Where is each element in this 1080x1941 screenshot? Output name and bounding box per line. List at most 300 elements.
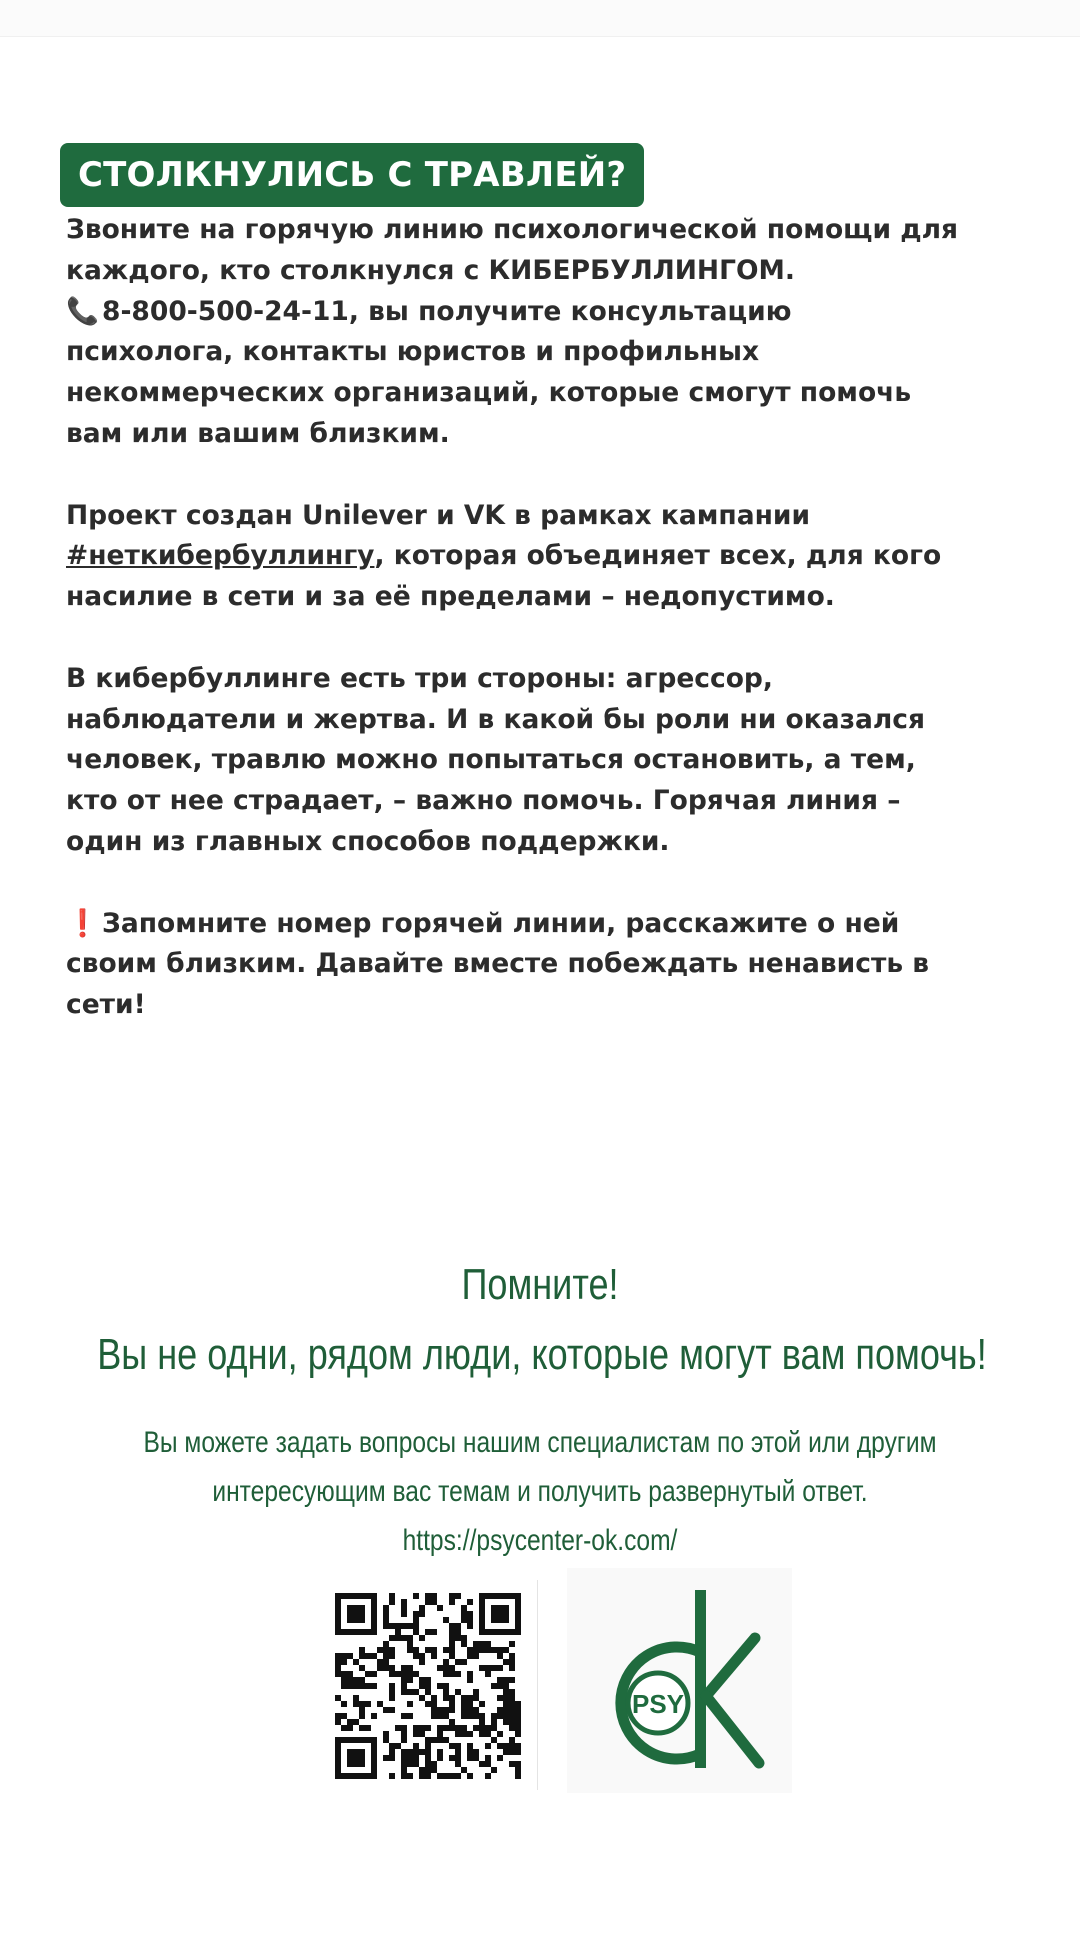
qr-module — [371, 1605, 377, 1611]
qr-module — [413, 1761, 419, 1767]
text-fragment: Запомните номер горячей линии, расскажите о ней — [102, 907, 900, 939]
qr-module — [383, 1755, 389, 1761]
text-line: каждого, кто столкнулся с КИБЕРБУЛЛИНГОМ. — [66, 254, 795, 286]
qr-module — [497, 1629, 503, 1635]
qr-module — [401, 1725, 407, 1731]
qr-module — [443, 1659, 449, 1665]
qr-code-graphic — [335, 1593, 521, 1779]
qr-module — [497, 1593, 503, 1599]
qr-module — [455, 1755, 461, 1761]
qr-module — [449, 1755, 455, 1761]
qr-module — [401, 1767, 407, 1773]
qr-module — [515, 1773, 521, 1779]
qr-module — [509, 1593, 515, 1599]
qr-module — [359, 1713, 365, 1719]
hotline-number-text[interactable]: 8-800-500-24-11, вы получите консультацию — [102, 295, 792, 327]
qr-module — [491, 1665, 497, 1671]
qr-code — [335, 1593, 521, 1779]
qr-module — [437, 1731, 443, 1737]
qr-module — [335, 1767, 341, 1773]
qr-module — [473, 1641, 479, 1647]
qr-module — [461, 1659, 467, 1665]
qr-module — [383, 1659, 389, 1665]
qr-module — [353, 1719, 359, 1725]
text-line — [66, 292, 1046, 333]
qr-module — [389, 1749, 395, 1755]
qr-module — [437, 1755, 443, 1761]
qr-module — [341, 1653, 347, 1659]
qr-module — [431, 1629, 437, 1635]
qr-module — [449, 1701, 455, 1707]
qr-module — [509, 1749, 515, 1755]
text-line: наблюдатели и жертва. И в какой бы роли ни оказался — [66, 703, 926, 735]
qr-module — [359, 1677, 365, 1683]
qr-module — [353, 1773, 359, 1779]
qr-module — [515, 1611, 521, 1617]
qr-module — [425, 1755, 431, 1761]
qr-module — [401, 1623, 407, 1629]
qr-module — [479, 1647, 485, 1653]
qr-module — [479, 1605, 485, 1611]
qr-module — [515, 1731, 521, 1737]
qr-module — [509, 1659, 515, 1665]
qr-module — [371, 1767, 377, 1773]
psy-ok-logo-icon — [567, 1568, 792, 1793]
qr-module — [401, 1635, 407, 1641]
qr-module — [395, 1671, 401, 1677]
qr-module — [407, 1647, 413, 1653]
qr-module — [341, 1683, 347, 1689]
page-title: СТОЛКНУЛИСЬ С ТРАВЛЕЙ? — [60, 143, 644, 207]
qr-module — [497, 1605, 503, 1611]
qr-module — [413, 1593, 419, 1599]
qr-module — [407, 1713, 413, 1719]
qr-module — [425, 1773, 431, 1779]
qr-module — [401, 1599, 407, 1605]
qr-module — [449, 1593, 455, 1599]
qr-module — [335, 1659, 341, 1665]
qr-module — [359, 1593, 365, 1599]
qr-module — [371, 1671, 377, 1677]
qr-module — [497, 1743, 503, 1749]
qr-module — [503, 1707, 509, 1713]
qr-module — [413, 1653, 419, 1659]
qr-module — [449, 1671, 455, 1677]
qr-module — [515, 1719, 521, 1725]
qr-module — [377, 1659, 383, 1665]
qr-module — [401, 1773, 407, 1779]
qr-module — [479, 1593, 485, 1599]
qr-module — [347, 1755, 353, 1761]
qr-module — [467, 1623, 473, 1629]
qr-module — [341, 1659, 347, 1665]
qr-module — [509, 1761, 515, 1767]
qr-module — [449, 1641, 455, 1647]
qr-module — [491, 1605, 497, 1611]
qr-module — [371, 1683, 377, 1689]
qr-module — [425, 1761, 431, 1767]
qr-module — [515, 1713, 521, 1719]
qr-module — [515, 1605, 521, 1611]
qr-module — [371, 1599, 377, 1605]
qr-module — [461, 1725, 467, 1731]
qr-module — [449, 1719, 455, 1725]
qr-module — [413, 1629, 419, 1635]
qr-module — [467, 1749, 473, 1755]
qr-module — [389, 1623, 395, 1629]
qr-module — [341, 1629, 347, 1635]
qr-module — [455, 1635, 461, 1641]
qr-module — [389, 1647, 395, 1653]
qr-module — [389, 1707, 395, 1713]
qr-module — [479, 1713, 485, 1719]
qr-module — [509, 1713, 515, 1719]
qr-module — [497, 1731, 503, 1737]
qr-module — [479, 1629, 485, 1635]
qr-module — [443, 1665, 449, 1671]
qr-module — [515, 1599, 521, 1605]
qr-module — [371, 1713, 377, 1719]
qr-module — [425, 1647, 431, 1653]
qr-module — [437, 1665, 443, 1671]
qr-module — [431, 1599, 437, 1605]
qr-module — [443, 1707, 449, 1713]
qr-module — [461, 1707, 467, 1713]
text-line: вам или вашим близким. — [66, 417, 450, 449]
qr-module — [437, 1749, 443, 1755]
qr-module — [461, 1731, 467, 1737]
qr-module — [389, 1653, 395, 1659]
text-line: Звоните на горячую линию психологической помощи для — [66, 214, 959, 245]
qr-module — [407, 1755, 413, 1761]
qr-module — [335, 1773, 341, 1779]
qr-module — [479, 1725, 485, 1731]
qr-module — [353, 1749, 359, 1755]
qr-module — [443, 1617, 449, 1623]
qr-module — [467, 1731, 473, 1737]
qr-module — [461, 1617, 467, 1623]
qr-module — [467, 1647, 473, 1653]
qr-module — [509, 1719, 515, 1725]
qr-module — [473, 1653, 479, 1659]
qr-module — [335, 1719, 341, 1725]
paragraph-project — [66, 496, 1046, 618]
qr-module — [479, 1731, 485, 1737]
qr-module — [335, 1755, 341, 1761]
qr-module — [467, 1611, 473, 1617]
qr-module — [383, 1737, 389, 1743]
qr-module — [497, 1617, 503, 1623]
qr-module — [335, 1629, 341, 1635]
qr-module — [395, 1629, 401, 1635]
qr-module — [491, 1737, 497, 1743]
qr-module — [335, 1665, 341, 1671]
qr-module — [515, 1701, 521, 1707]
qr-module — [497, 1707, 503, 1713]
divider — [537, 1580, 538, 1790]
qr-module — [467, 1677, 473, 1683]
qr-module — [485, 1647, 491, 1653]
qr-module — [449, 1665, 455, 1671]
qr-module — [449, 1629, 455, 1635]
qr-module — [443, 1695, 449, 1701]
qr-module — [353, 1629, 359, 1635]
qr-module — [407, 1665, 413, 1671]
qr-module — [353, 1611, 359, 1617]
qr-module — [497, 1713, 503, 1719]
qr-module — [455, 1743, 461, 1749]
qr-module — [407, 1773, 413, 1779]
qr-module — [443, 1683, 449, 1689]
specialists-note — [97, 1418, 983, 1565]
qr-module — [359, 1737, 365, 1743]
qr-module — [509, 1677, 515, 1683]
qr-module — [371, 1737, 377, 1743]
qr-module — [425, 1701, 431, 1707]
qr-module — [491, 1629, 497, 1635]
qr-module — [497, 1683, 503, 1689]
qr-module — [467, 1713, 473, 1719]
qr-module — [497, 1611, 503, 1617]
qr-module — [431, 1593, 437, 1599]
qr-module — [335, 1611, 341, 1617]
qr-module — [449, 1599, 455, 1605]
qr-module — [413, 1743, 419, 1749]
text-line: насилие в сети и за её пределами – недопустимо. — [66, 581, 835, 613]
qr-module — [377, 1701, 383, 1707]
qr-module — [455, 1761, 461, 1767]
qr-module — [407, 1677, 413, 1683]
qr-module — [341, 1671, 347, 1677]
qr-module — [335, 1737, 341, 1743]
qr-module — [467, 1773, 473, 1779]
remember-title: Помните! — [461, 1260, 619, 1309]
qr-module — [341, 1677, 347, 1683]
qr-module — [383, 1653, 389, 1659]
qr-module — [491, 1767, 497, 1773]
qr-module — [467, 1671, 473, 1677]
text-line — [66, 904, 1046, 945]
qr-module — [419, 1659, 425, 1665]
qr-module — [407, 1671, 413, 1677]
qr-module — [347, 1629, 353, 1635]
qr-module — [449, 1773, 455, 1779]
qr-module — [473, 1725, 479, 1731]
qr-module — [485, 1725, 491, 1731]
qr-module — [359, 1749, 365, 1755]
qr-module — [497, 1647, 503, 1653]
qr-module — [503, 1617, 509, 1623]
qr-module — [467, 1653, 473, 1659]
qr-module — [401, 1611, 407, 1617]
qr-module — [371, 1743, 377, 1749]
qr-module — [509, 1695, 515, 1701]
qr-module — [467, 1755, 473, 1761]
qr-module — [347, 1611, 353, 1617]
qr-module — [461, 1605, 467, 1611]
qr-module — [479, 1719, 485, 1725]
qr-module — [437, 1725, 443, 1731]
qr-module — [485, 1755, 491, 1761]
qr-module — [353, 1659, 359, 1665]
qr-module — [371, 1755, 377, 1761]
qr-module — [389, 1635, 395, 1641]
qr-module — [455, 1623, 461, 1629]
qr-module — [509, 1689, 515, 1695]
qr-module — [515, 1629, 521, 1635]
qr-module — [443, 1713, 449, 1719]
qr-module — [503, 1701, 509, 1707]
qr-module — [473, 1707, 479, 1713]
qr-module — [401, 1683, 407, 1689]
qr-module — [455, 1593, 461, 1599]
qr-module — [437, 1605, 443, 1611]
qr-module — [413, 1617, 419, 1623]
text-line: кто от нее страдает, – важно помочь. Горячая линия – — [66, 785, 901, 817]
hashtag-link[interactable]: #неткибербуллингу — [66, 540, 375, 572]
qr-module — [365, 1773, 371, 1779]
qr-module — [515, 1767, 521, 1773]
qr-module — [419, 1773, 425, 1779]
qr-module — [443, 1725, 449, 1731]
qr-module — [365, 1629, 371, 1635]
qr-module — [359, 1761, 365, 1767]
qr-module — [419, 1611, 425, 1617]
qr-module — [467, 1707, 473, 1713]
qr-module — [503, 1743, 509, 1749]
qr-module — [365, 1701, 371, 1707]
qr-module — [491, 1611, 497, 1617]
qr-module — [503, 1677, 509, 1683]
qr-module — [509, 1641, 515, 1647]
qr-module — [359, 1617, 365, 1623]
qr-module — [491, 1647, 497, 1653]
qr-module — [455, 1749, 461, 1755]
qr-module — [431, 1647, 437, 1653]
qr-module — [449, 1653, 455, 1659]
qr-module — [383, 1665, 389, 1671]
qr-module — [467, 1599, 473, 1605]
qr-module — [407, 1761, 413, 1767]
paragraph-hotline — [66, 210, 1046, 455]
qr-module — [413, 1731, 419, 1737]
website-link[interactable]: https://psycenter-ok.com/ — [402, 1524, 678, 1557]
qr-module — [503, 1695, 509, 1701]
qr-module — [473, 1755, 479, 1761]
text-line: человек, травлю можно попытаться остановить, а тем, — [66, 744, 916, 776]
qr-module — [389, 1743, 395, 1749]
top-strip — [0, 0, 1080, 37]
qr-module — [365, 1683, 371, 1689]
qr-module — [335, 1671, 341, 1677]
qr-module — [419, 1767, 425, 1773]
qr-module — [371, 1617, 377, 1623]
qr-module — [473, 1713, 479, 1719]
qr-module — [449, 1647, 455, 1653]
qr-module — [515, 1761, 521, 1767]
qr-module — [401, 1755, 407, 1761]
qr-module — [353, 1755, 359, 1761]
qr-module — [359, 1611, 365, 1617]
qr-module — [383, 1731, 389, 1737]
qr-module — [467, 1695, 473, 1701]
qr-module — [395, 1725, 401, 1731]
qr-module — [479, 1611, 485, 1617]
qr-module — [437, 1773, 443, 1779]
qr-module — [515, 1623, 521, 1629]
qr-module — [353, 1677, 359, 1683]
qr-module — [365, 1737, 371, 1743]
qr-module — [401, 1671, 407, 1677]
qr-module — [353, 1683, 359, 1689]
qr-module — [347, 1773, 353, 1779]
qr-module — [479, 1623, 485, 1629]
qr-module — [437, 1683, 443, 1689]
qr-module — [491, 1719, 497, 1725]
not-alone-subtitle: Вы не одни, рядом люди, которые могут вам помочь! — [97, 1330, 987, 1379]
qr-module — [335, 1749, 341, 1755]
qr-module — [383, 1623, 389, 1629]
qr-module — [473, 1647, 479, 1653]
qr-module — [455, 1659, 461, 1665]
qr-module — [359, 1647, 365, 1653]
qr-module — [419, 1653, 425, 1659]
paragraph-sides — [66, 659, 1046, 863]
qr-module — [479, 1701, 485, 1707]
qr-module — [425, 1749, 431, 1755]
qr-module — [431, 1701, 437, 1707]
qr-module — [515, 1743, 521, 1749]
qr-module — [503, 1713, 509, 1719]
qr-module — [389, 1689, 395, 1695]
qr-module — [437, 1737, 443, 1743]
qr-module — [347, 1593, 353, 1599]
qr-module — [383, 1707, 389, 1713]
qr-module — [413, 1623, 419, 1629]
text-line: Проект создан Unilever и VK в рамках кампании — [66, 499, 811, 531]
qr-module — [467, 1701, 473, 1707]
text-line: психолога, контакты юристов и профильных — [66, 336, 760, 368]
qr-module — [371, 1773, 377, 1779]
qr-module — [485, 1743, 491, 1749]
qr-module — [413, 1671, 419, 1677]
qr-module — [383, 1617, 389, 1623]
qr-module — [431, 1695, 437, 1701]
qr-module — [509, 1629, 515, 1635]
qr-module — [419, 1635, 425, 1641]
qr-module — [419, 1605, 425, 1611]
qr-module — [473, 1689, 479, 1695]
qr-module — [491, 1617, 497, 1623]
qr-module — [335, 1599, 341, 1605]
qr-module — [485, 1665, 491, 1671]
qr-module — [407, 1701, 413, 1707]
qr-module — [389, 1695, 395, 1701]
qr-module — [413, 1647, 419, 1653]
qr-module — [509, 1701, 515, 1707]
qr-module — [407, 1641, 413, 1647]
qr-module — [353, 1701, 359, 1707]
qr-module — [485, 1773, 491, 1779]
text-line: сети! — [66, 989, 146, 1021]
qr-module — [455, 1773, 461, 1779]
qr-module — [461, 1635, 467, 1641]
qr-module — [437, 1707, 443, 1713]
qr-module — [443, 1671, 449, 1677]
phone-icon: 📞 — [66, 295, 99, 327]
qr-module — [389, 1773, 395, 1779]
qr-module — [347, 1737, 353, 1743]
